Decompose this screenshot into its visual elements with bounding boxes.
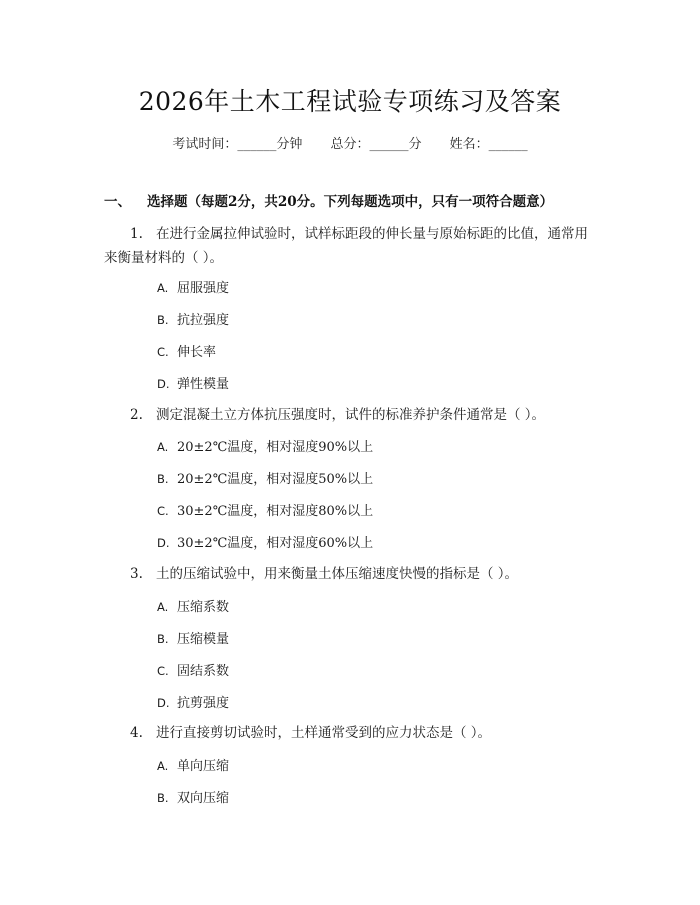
option-letter: C. bbox=[157, 664, 169, 678]
exam-meta bbox=[0, 133, 700, 152]
section-heading bbox=[104, 190, 553, 210]
option-2b bbox=[157, 468, 373, 487]
option-letter: B. bbox=[157, 791, 169, 805]
option-letter: A. bbox=[157, 759, 169, 773]
page-title: 2026年土木工程试验专项练习及答案 bbox=[138, 87, 562, 116]
option-2a bbox=[157, 436, 373, 455]
question-1 bbox=[104, 222, 600, 270]
question-text: 土的压缩试验中，用来衡量土体压缩速度快慢的指标是（ ）。 bbox=[156, 566, 519, 582]
question-2 bbox=[104, 403, 600, 427]
option-text: 伸长率 bbox=[177, 345, 217, 360]
question-4 bbox=[104, 721, 600, 745]
option-letter: C. bbox=[157, 504, 169, 518]
option-letter: C. bbox=[157, 345, 169, 359]
option-text: 20±2℃温度，相对湿度50%以上 bbox=[177, 472, 374, 487]
option-3d bbox=[157, 692, 229, 711]
option-2c bbox=[157, 500, 373, 519]
option-text: 30±2℃温度，相对湿度60%以上 bbox=[177, 536, 374, 551]
question-number: 1. bbox=[130, 226, 143, 242]
option-text: 抗剪强度 bbox=[177, 696, 230, 711]
option-1d bbox=[157, 373, 229, 392]
exam-name: 姓名：______ bbox=[449, 137, 528, 152]
option-letter: A. bbox=[157, 440, 169, 454]
option-text: 压缩模量 bbox=[177, 632, 230, 647]
option-text: 双向压缩 bbox=[177, 791, 230, 806]
question-3 bbox=[104, 562, 600, 586]
question-number: 3. bbox=[130, 566, 143, 582]
option-4a bbox=[157, 755, 229, 774]
option-4b bbox=[157, 787, 229, 806]
question-text: 测定混凝土立方体抗压强度时，试件的标准养护条件通常是（ ）。 bbox=[156, 407, 546, 423]
exam-time: 考试时间：______分钟 bbox=[172, 137, 303, 152]
question-number: 4. bbox=[130, 725, 143, 741]
option-text: 弹性模量 bbox=[177, 377, 230, 392]
option-2d bbox=[157, 532, 373, 551]
question-text: 在进行金属拉伸试验时，试样标距段的伸长量与原始标距的比值，通常用来衡量材料的（ ）。 bbox=[104, 226, 588, 266]
option-text: 屈服强度 bbox=[177, 281, 230, 296]
option-1b bbox=[157, 309, 229, 328]
option-letter: D. bbox=[157, 377, 170, 391]
option-letter: A. bbox=[157, 281, 169, 295]
option-3a bbox=[157, 596, 229, 615]
exam-total-score: 总分：______分 bbox=[330, 137, 422, 152]
option-3b bbox=[157, 628, 229, 647]
section-number: 一、 bbox=[104, 194, 131, 210]
option-letter: B. bbox=[157, 472, 169, 486]
option-letter: B. bbox=[157, 313, 169, 327]
option-text: 单向压缩 bbox=[177, 759, 230, 774]
question-text: 进行直接剪切试验时，土样通常受到的应力状态是（ ）。 bbox=[156, 725, 492, 741]
option-letter: D. bbox=[157, 536, 170, 550]
section-title: 选择题（每题2分，共20分。下列每题选项中，只有一项符合题意） bbox=[147, 194, 554, 210]
option-3c bbox=[157, 660, 229, 679]
option-text: 抗拉强度 bbox=[177, 313, 230, 328]
option-1c bbox=[157, 341, 216, 360]
question-number: 2. bbox=[130, 407, 143, 423]
option-letter: B. bbox=[157, 632, 169, 646]
option-text: 压缩系数 bbox=[177, 600, 230, 615]
option-1a bbox=[157, 277, 229, 296]
option-text: 20±2℃温度，相对湿度90%以上 bbox=[177, 440, 374, 455]
option-text: 固结系数 bbox=[177, 664, 230, 679]
option-text: 30±2℃温度，相对湿度80%以上 bbox=[177, 504, 374, 519]
option-letter: D. bbox=[157, 696, 170, 710]
option-letter: A. bbox=[157, 600, 169, 614]
